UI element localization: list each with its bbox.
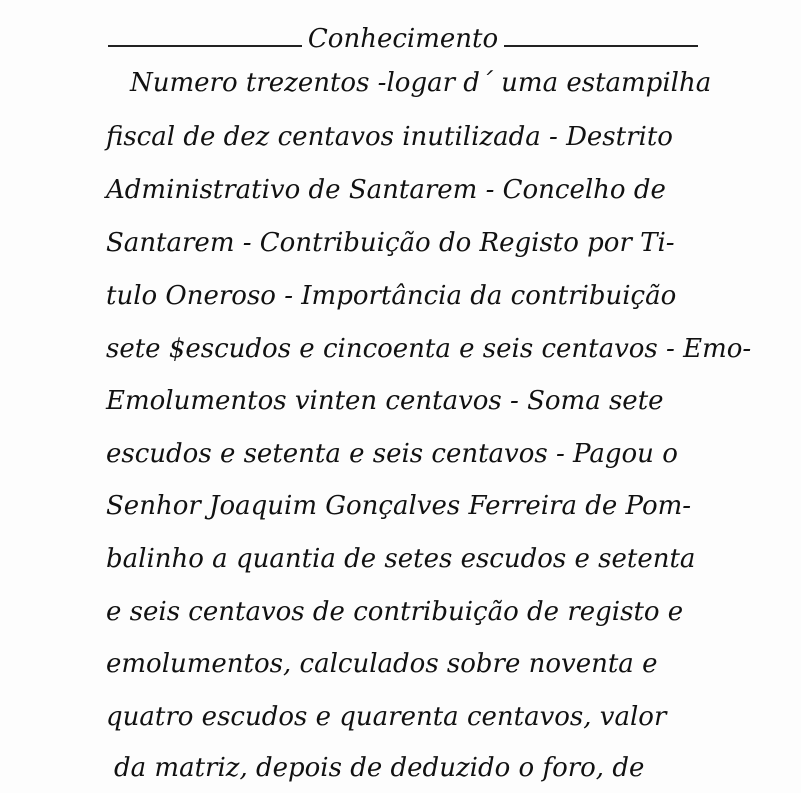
heading-right-rule: [504, 45, 698, 47]
text-line-5: tulo Oneroso - Importância da contribuição: [106, 281, 677, 311]
text-line-8: escudos e setenta e seis centavos - Pagou o: [106, 439, 678, 469]
text-line-9: Senhor Joaquim Gonçalves Ferreira de Pom-: [106, 491, 692, 521]
text-line-14: da matriz, depois de deduzido o foro, de: [114, 753, 645, 783]
heading-left-rule: [108, 45, 302, 47]
text-line-12: emolumentos, calculados sobre noventa e: [106, 649, 658, 679]
heading-title: Conhecimento: [307, 24, 499, 54]
text-line-3: Administrativo de Santarem - Concelho de: [106, 175, 666, 205]
text-line-13: quatro escudos e quarenta centavos, valor: [106, 702, 667, 732]
text-line-11: e seis centavos de contribuição de registo e: [106, 597, 684, 627]
text-line-10: balinho a quantia de setes escudos e setenta: [106, 544, 696, 574]
document-heading: [108, 8, 698, 52]
text-line-7: Emolumentos vinten centavos - Soma sete: [106, 386, 664, 416]
text-line-4: Santarem - Contribuição do Registo por Ti-: [106, 228, 675, 258]
text-line-6: sete $escudos e cincoenta e seis centavos - Emo-: [106, 334, 752, 364]
text-line-2: fiscal de dez centavos inutilizada - Destrito: [106, 122, 673, 152]
text-line-1: Numero trezentos -logar d´ uma estampilha: [130, 68, 712, 98]
